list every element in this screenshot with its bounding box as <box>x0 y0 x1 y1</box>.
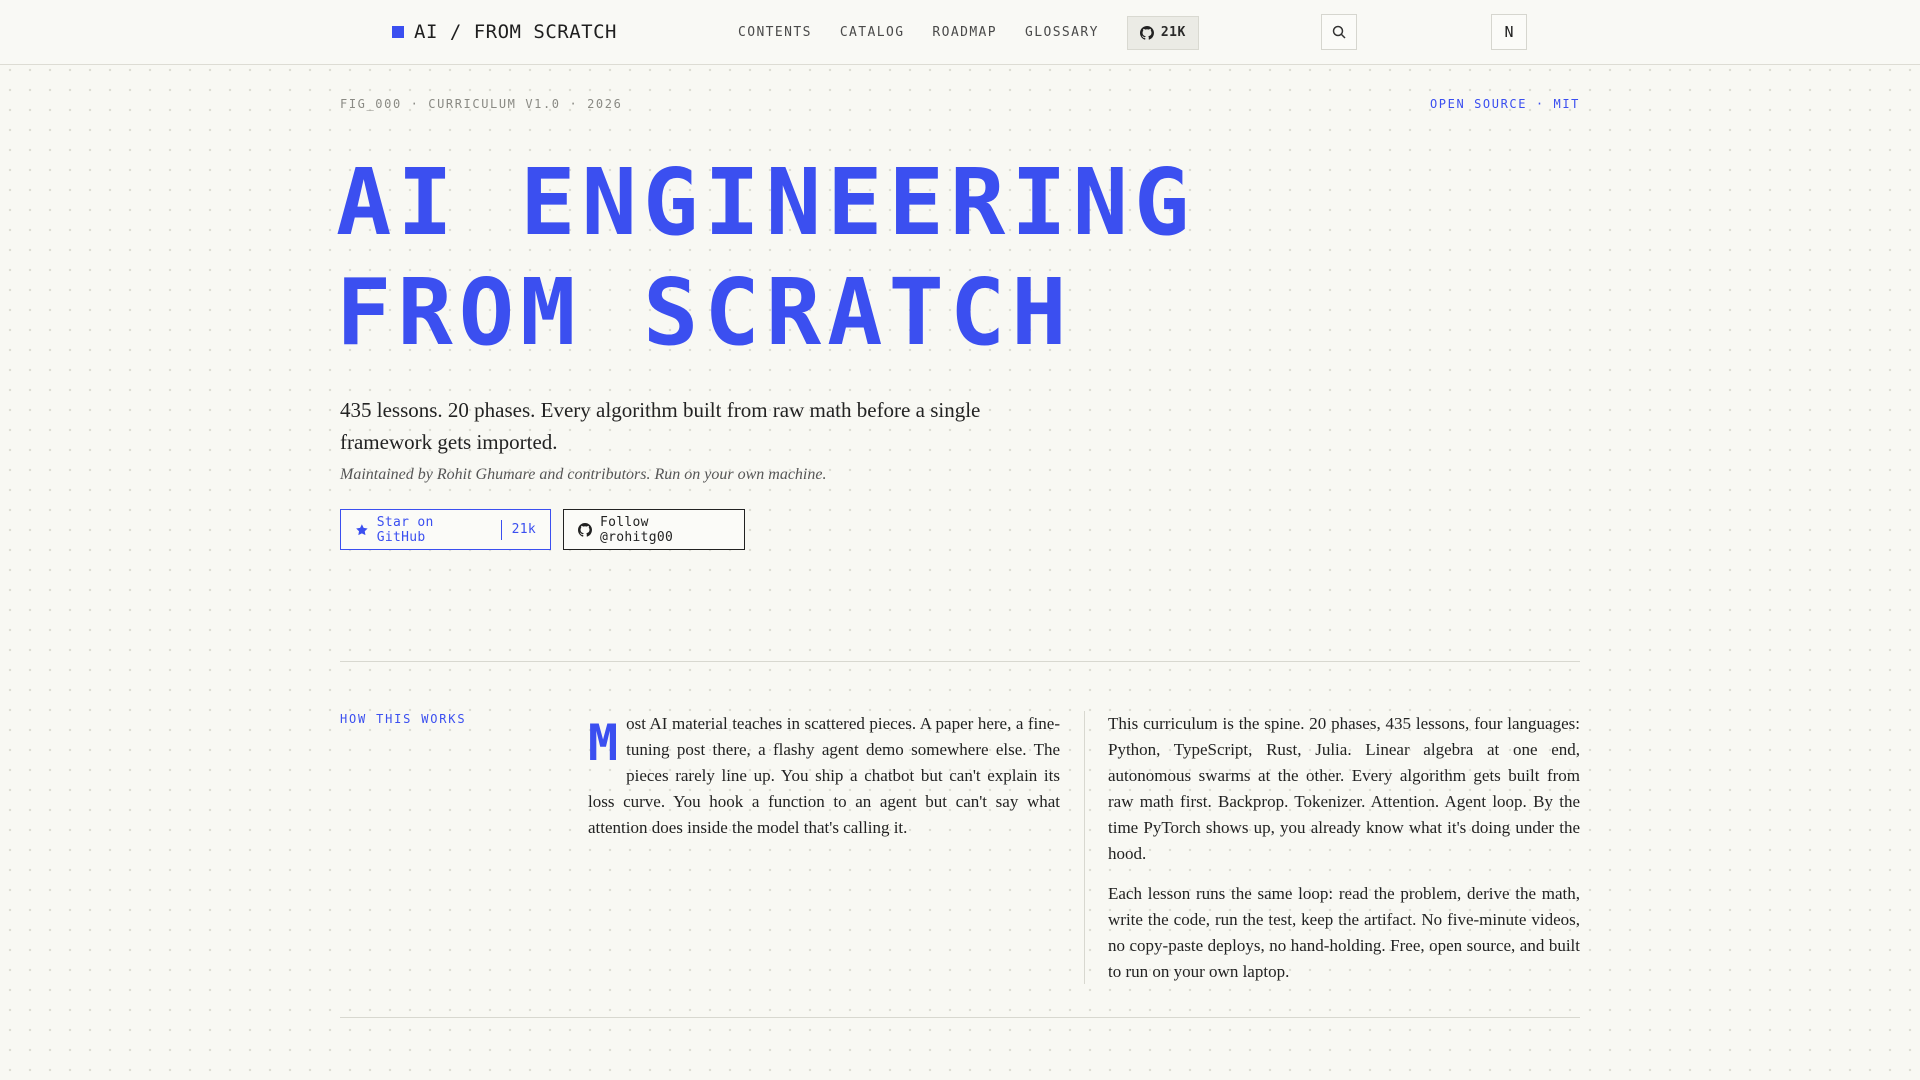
star-on-github-button[interactable] <box>340 509 551 550</box>
intro-left-text: ost AI material teaches in scattered pieces. A paper here, a fine-tuning post there, a flashy agent demo somewhere else. The pieces rarely line up. You ship a chatbot but can't explain its loss curve. You hook a function to an agent but can't say what attention does inside the model that's calling it. <box>588 714 1060 837</box>
intro-right-paragraph-1: This curriculum is the spine. 20 phases, 435 lessons, four languages: Python, TypeScript, Rust, Julia. Linear algebra at one end, autonomous swarms at the other. Every algorithm gets built from raw math first. Backprop. Tokenizer. Attention. Agent loop. By the time PyTorch shows up, you already know what it's doing under the hood. <box>1108 714 1580 863</box>
hero-lede: 435 lessons. 20 phases. Every algorithm built from raw math before a single framework gets imported. <box>340 398 981 454</box>
section-label: HOW THIS WORKS <box>340 712 467 726</box>
section-divider-bottom <box>340 1017 1580 1018</box>
section-divider-top <box>340 661 1580 662</box>
intro-column-right <box>1108 711 1580 985</box>
figure-meta: FIG_000 · CURRICULUM V1.0 · 2026 <box>340 97 623 111</box>
github-icon <box>1140 26 1154 40</box>
nav-contents[interactable]: CONTENTS <box>738 25 812 40</box>
nav-roadmap[interactable]: ROADMAP <box>932 25 998 40</box>
logo-text: AI / FROM SCRATCH <box>414 21 617 43</box>
search-button[interactable] <box>1321 14 1357 50</box>
hero-byline: Maintained by Rohit Ghumare and contributors. Run on your own machine. <box>340 466 827 483</box>
nav-catalog[interactable]: CATALOG <box>839 25 905 40</box>
theme-toggle-button[interactable]: N <box>1491 14 1527 50</box>
nav-glossary[interactable]: GLOSSARY <box>1025 25 1099 40</box>
main-nav <box>738 0 1199 65</box>
logo-square-icon <box>392 26 404 38</box>
star-count: 21k <box>511 522 536 537</box>
star-divider <box>501 520 502 540</box>
search-icon <box>1332 25 1346 39</box>
github-icon <box>578 523 592 537</box>
top-bar <box>0 0 1920 65</box>
star-icon <box>355 523 369 537</box>
github-stars-button[interactable] <box>1127 16 1199 50</box>
follow-label: Follow @rohitg00 <box>600 514 674 545</box>
drop-cap: M <box>588 714 619 772</box>
github-star-count: 21K <box>1160 25 1186 40</box>
license-meta: OPEN SOURCE · MIT <box>1429 97 1580 111</box>
intro-right-paragraph-2: Each lesson runs the same loop: read the problem, derive the math, write the code, run the test, keep the artifact. No five-minute videos, no copy-paste deploys, no hand-holding. Free, open source, and built to run on your own laptop. <box>1108 884 1580 981</box>
hero-title <box>336 148 1336 368</box>
follow-button[interactable] <box>563 509 745 550</box>
column-divider <box>1084 711 1085 984</box>
site-logo[interactable] <box>392 20 617 44</box>
intro-column-left <box>588 711 1060 841</box>
star-label: Star on GitHub <box>376 514 434 545</box>
hero-title-line-1: AI ENGINEERING <box>336 149 1196 256</box>
hero-title-line-2: FROM SCRATCH <box>336 259 1073 366</box>
